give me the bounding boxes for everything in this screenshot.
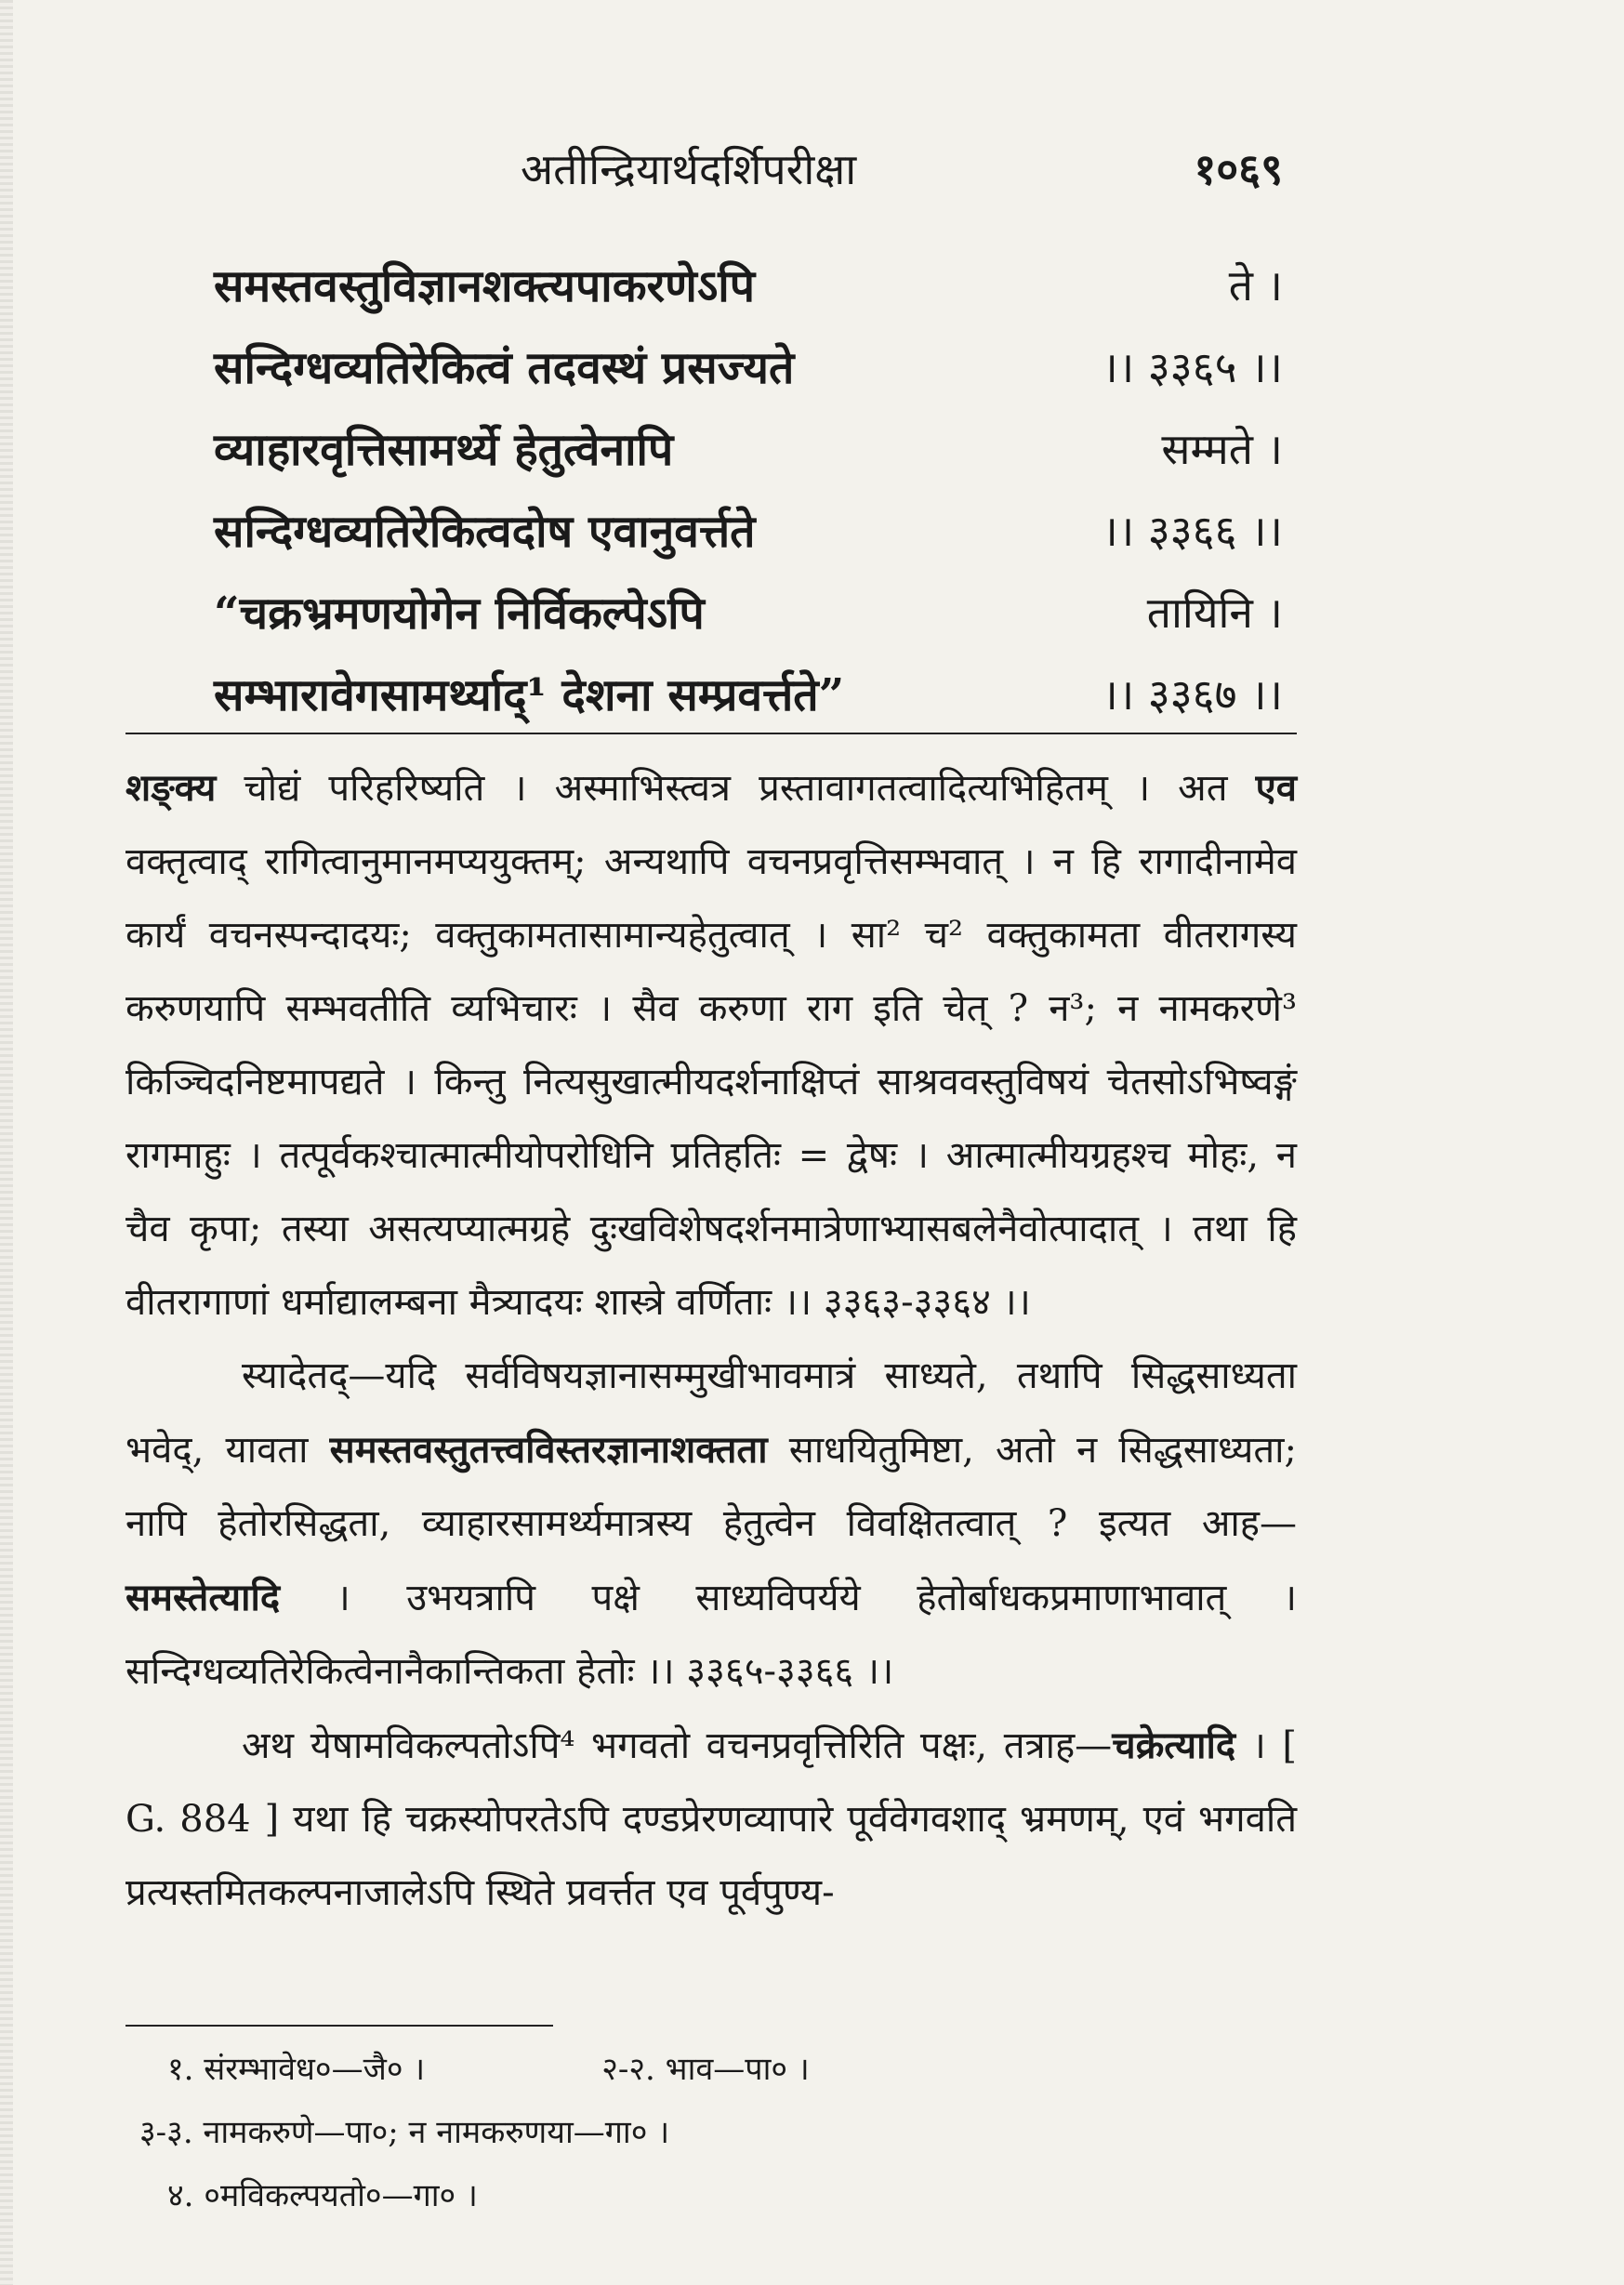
verse-line [214,653,1292,734]
verse-text: समस्तवस्तुविज्ञानशक्त्यपाकरणेऽपि [214,259,756,312]
bold-term: चक्रेत्यादि [1112,1724,1236,1767]
footnote-row [167,2036,1283,2099]
scan-edge [0,0,13,2285]
commentary-span: । उभयत्रापि पक्षे साध्यविपर्यये हेतोर्बाधकप्रमाणाभावात् । सन्दिग्धव्यतिरेकित्वेनानैकान्तिकता हेतोः ।। ३३६५-३३६६ ।। [125,1577,1297,1693]
footnote-2: २-२. भाव—पा० । [601,2051,810,2088]
commentary-text [125,751,1297,1930]
verse-line [214,489,1292,571]
page-number: १०६९ [1194,144,1283,194]
commentary-paragraph [125,1709,1297,1930]
commentary-paragraph [125,1340,1297,1709]
footnote-divider [125,2025,553,2027]
commentary-span: चोद्यं परिहरिष्यति । अस्माभिस्त्वत्र प्रस्तावागतत्वादित्यभिहितम् । अत [216,767,1256,810]
verse-line [214,571,1292,653]
footnote-row [167,2162,1283,2226]
section-divider [125,733,1297,734]
footnotes [139,2036,1283,2226]
verse-text: सन्दिग्धव्यतिरेकित्वदोष एवानुवर्त्तते [214,505,756,558]
bold-term: एव [1255,766,1297,810]
verse-text: सम्भारावेगसामर्थ्याद्¹ देशना सम्प्रवर्त्तते” [214,668,845,721]
running-title: अतीन्द्रियार्थदर्शिपरीक्षा [521,144,857,194]
commentary-span: अथ येषामविकल्पतोऽपि⁴ भगवतो वचनप्रवृत्तिरिति पक्षः, तत्राह— [242,1724,1113,1767]
verse-block [214,244,1292,734]
bold-term: समस्तवस्तुतत्त्वविस्तरज्ञानाशक्तता [329,1428,768,1472]
verse-line [214,407,1292,489]
page-header [502,139,1292,214]
footnote-3: ३-३. नामकरुणे—पा०; न नामकरुणया—गा० । [139,2114,670,2151]
footnote-1: १. संरम्भावेध०—जै० । [167,2051,426,2088]
verse-end: ते । [1228,260,1283,310]
verse-number: ।। ३३६७ ।। [1102,669,1283,720]
verse-line [214,244,1292,325]
verse-number: ।। ३३६६ ।। [1102,506,1283,556]
commentary-paragraph [125,751,1297,1340]
verse-text: “चक्रभ्रमणयोगेन निर्विकल्पेऽपि [214,587,705,640]
commentary-span: वक्तृत्वाद् रागित्वानुमानमप्ययुक्तम्; अन्यथापि वचनप्रवृत्तिसम्भवात् । न हि रागादीनामेव कार्यं वचनस्पन्दादयः; वक्तुकामतासामान्यहेतुत्वात् । सा² च² वक्तुकामता वीतरागस्य करुणयापि सम्भवतीति व्यभिचारः । सैव करुणा राग इति चेत् ? न³; न नामकरणे³ किञ्चिदनिष्टमापद्यते । किन्तु नित्यसुखात्मीयदर्शनाक्षिप्तं साश्रववस्तुविषयं चेतसोऽभिष्वङ्गं रागमाहुः । तत्पूर्वकश्चात्मात्मीयोपरोधिनि प्रतिहतिः = द्वेषः । आत्मात्मीयग्रहश्च मोहः, न चैव कृपा; तस्या असत्यप्यात्मग्रहे दुःखविशेषदर्शनमात्रेणाभ्यासबलेनैवोत्पादात् । तथा हि वीतरागाणां धर्माद्यालम्बना मैत्र्यादयः शास्त्रे वर्णिताः ।। ३३६३-३३६४ ।। [125,840,1297,1324]
commentary-span: । [ G. 884 ] यथा हि चक्रस्योपरतेऽपि दण्डप्रेरणव्यापारे पूर्ववेगवशाद् भ्रमणम्, एवं भगवति प्रत्यस्तमितकल्पनाजालेऽपि स्थिते प्रवर्त्तत एव पूर्वपुण्य- [125,1724,1297,1914]
commentary-span: साधयितुमिष्टा, अतो न सिद्धसाध्यता; नापि हेतोरसिद्धता, व्याहारसामर्थ्यमात्रस्य हेतुत्वेन विवक्षितत्वात् ? इत्यत आह— [125,1429,1297,1545]
bold-term: शङ्क्य [125,766,217,810]
verse-end: तायिनि । [1146,588,1283,638]
verse-end: सम्मते । [1161,424,1283,474]
footnote-row [139,2099,1283,2162]
bold-term: समस्तेत्यादि [125,1576,281,1619]
commentary-span: स्यादेतद्—यदि सर्वविषयज्ञानासम्मुखीभावमात्रं साध्यते, तथापि सिद्धसाध्यता भवेद्, यावता [125,1354,1297,1472]
verse-text: सन्दिग्धव्यतिरेकित्वं तदवस्थं प्रसज्यते [214,341,795,394]
verse-text: व्याहारवृत्तिसामर्थ्ये हेतुत्वेनापि [214,423,674,476]
verse-number: ।। ३३६५ ।। [1102,342,1283,392]
footnote-4: ४. ०मविकल्पयतो०—गा० । [167,2177,478,2214]
verse-line [214,325,1292,407]
